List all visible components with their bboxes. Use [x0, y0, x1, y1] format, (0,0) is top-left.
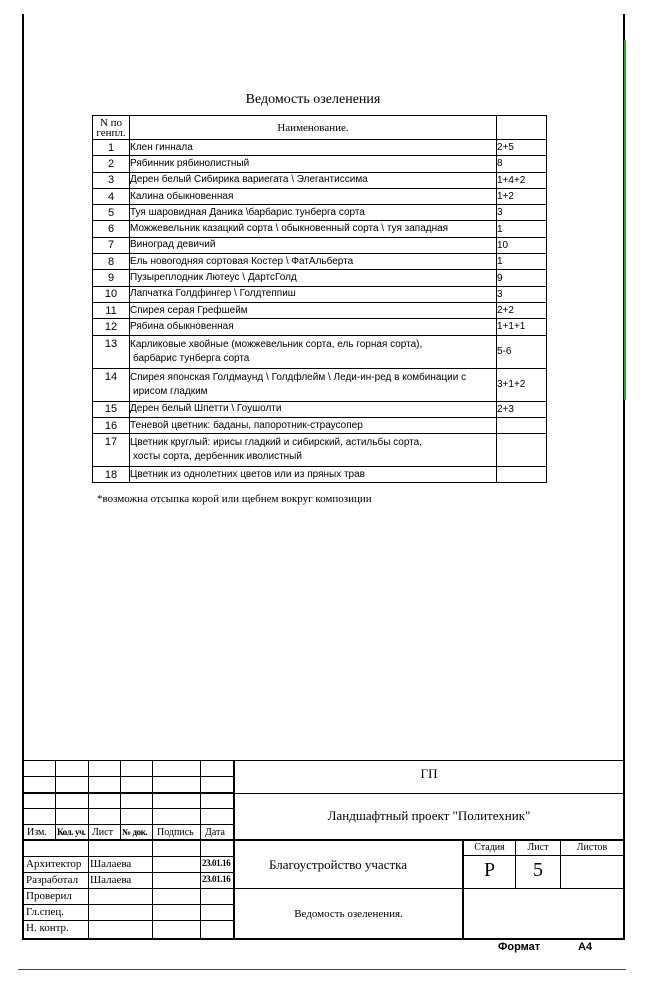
header-data: Дата	[205, 827, 225, 838]
table-row	[93, 237, 547, 253]
row-quantity: 2+2	[497, 302, 547, 318]
footnote: *возможна отсыпка корой или щебнем вокруг композиции	[97, 493, 372, 505]
row-number: 5	[93, 205, 130, 221]
table-row	[93, 302, 547, 318]
table-row	[93, 221, 547, 237]
bottom-rule	[18, 969, 626, 970]
row-number: 14	[93, 368, 130, 401]
table-row	[93, 417, 547, 433]
row-number: 7	[93, 237, 130, 253]
column-header-name: Наименование.	[130, 116, 497, 140]
table-row	[93, 140, 547, 156]
row-quantity: 10	[497, 237, 547, 253]
row-number: 10	[93, 286, 130, 302]
row-name: Туя шаровидная Даника \барбарис тунберга сорта	[130, 205, 497, 221]
row-quantity	[497, 417, 547, 433]
row-name: Дерен белый Шпетти \ Гоушолти	[130, 401, 497, 417]
table-header-row	[93, 116, 547, 140]
stamp-person-name: Шалаева	[90, 874, 132, 886]
table-row	[93, 368, 547, 401]
stamp-date: 23.01.16	[202, 858, 231, 868]
sheet-value: 5	[533, 859, 543, 881]
row-quantity: 2+3	[497, 401, 547, 417]
row-number: 17	[93, 434, 130, 467]
row-name: Ель новогодняя сортовая Костер \ ФатАльберта	[130, 254, 497, 270]
sheet-title: Ведомость озеленения.	[294, 908, 403, 920]
project-title: Ландшафтный проект "Политехник"	[327, 808, 531, 823]
header-izm: Изм.	[27, 827, 47, 838]
row-name: Можжевельник казацкий сорта \ обыкновенный сорта \ туя западная	[130, 221, 497, 237]
stamp-role: Проверил	[26, 890, 72, 902]
table-row	[93, 335, 547, 368]
row-number: 2	[93, 156, 130, 172]
row-quantity: 8	[497, 156, 547, 172]
row-number: 18	[93, 467, 130, 483]
section-title: Благоустройство участка	[269, 857, 408, 872]
row-quantity: 3+1+2	[497, 368, 547, 401]
column-header-number: N по генпл.	[93, 116, 130, 140]
row-name: Спирея серая Грефшейм	[130, 302, 497, 318]
stage-value: Р	[483, 859, 496, 881]
table-row	[93, 172, 547, 188]
row-number: 8	[93, 254, 130, 270]
row-quantity: 1+4+2	[497, 172, 547, 188]
table-row	[93, 205, 547, 221]
project-code: ГП	[420, 766, 438, 781]
row-number: 1	[93, 140, 130, 156]
document-title: Ведомость озеленения	[245, 92, 381, 107]
row-name: Калина обыкновенная	[130, 188, 497, 204]
table-row	[93, 270, 547, 286]
row-number: 6	[93, 221, 130, 237]
row-name: Пузыреплодник Лютеус \ ДартсГолд	[130, 270, 497, 286]
row-quantity: 9	[497, 270, 547, 286]
table-row	[93, 467, 547, 483]
format-value: А4	[578, 941, 593, 953]
row-name: Клен гиннала	[130, 140, 497, 156]
planting-schedule-table	[92, 115, 547, 483]
row-quantity: 2+5	[497, 140, 547, 156]
header-ndok: № док.	[122, 827, 148, 837]
row-name: Лапчатка Голдфингер \ Голдтеппиш	[130, 286, 497, 302]
row-quantity	[497, 434, 547, 467]
row-number: 16	[93, 417, 130, 433]
table-row	[93, 319, 547, 335]
row-quantity: 1+2	[497, 188, 547, 204]
row-number: 9	[93, 270, 130, 286]
row-quantity: 3	[497, 205, 547, 221]
row-name: Спирея японская Голдмаунд \ Голдфлейм \ Леди-ин-ред в комбинации с ирисом гладким	[130, 368, 497, 401]
row-quantity: 1+1+1	[497, 319, 547, 335]
row-quantity: 3	[497, 286, 547, 302]
column-header-quantity	[497, 116, 547, 140]
row-quantity	[497, 467, 547, 483]
stamp-role: Н. контр.	[26, 922, 69, 934]
row-name: Рябина обыкновенная	[130, 319, 497, 335]
row-number: 13	[93, 335, 130, 368]
table-row	[93, 286, 547, 302]
row-number: 4	[93, 188, 130, 204]
table-row	[93, 434, 547, 467]
table-row	[93, 156, 547, 172]
row-number: 12	[93, 319, 130, 335]
row-quantity: 1	[497, 254, 547, 270]
row-number: 15	[93, 401, 130, 417]
format-label: Формат	[498, 941, 541, 953]
row-name: Цветник круглый: ирисы гладкий и сибирский, астильбы сорта, хосты сорта, дербенник иволистный	[130, 434, 497, 467]
header-list: Лист	[92, 827, 113, 838]
stamp-role: Разработал	[26, 874, 79, 886]
stamp-role: Архитектор	[26, 858, 82, 870]
row-name: Теневой цветник: баданы, папоротник-страусопер	[130, 417, 497, 433]
table-row	[93, 254, 547, 270]
row-name: Дерен белый Сибирика вариегата \ Элегантиссима	[130, 172, 497, 188]
row-name: Рябинник рябинолистный	[130, 156, 497, 172]
row-name: Карликовые хвойные (можжевельник сорта, ель горная сорта), барбарис тунберга сорта	[130, 335, 497, 368]
sheet-label: Лист	[527, 842, 549, 853]
row-number: 3	[93, 172, 130, 188]
row-number: 11	[93, 302, 130, 318]
stage-label: Стадия	[474, 842, 505, 853]
row-quantity: 1	[497, 221, 547, 237]
row-name: Цветник из однолетних цветов или из пряных трав	[130, 467, 497, 483]
header-kol-uch: Кол. уч.	[57, 827, 86, 837]
stamp-date: 23.01.16	[202, 874, 231, 884]
stamp-person-name: Шалаева	[90, 858, 132, 870]
sheets-label: Листов	[576, 842, 608, 853]
row-name: Виноград девичий	[130, 237, 497, 253]
table-row	[93, 188, 547, 204]
row-quantity: 5-6	[497, 335, 547, 368]
header-podpis: Подпись	[157, 827, 194, 838]
table-row	[93, 401, 547, 417]
stamp-role: Гл.спец.	[26, 906, 65, 918]
title-block	[24, 760, 625, 940]
